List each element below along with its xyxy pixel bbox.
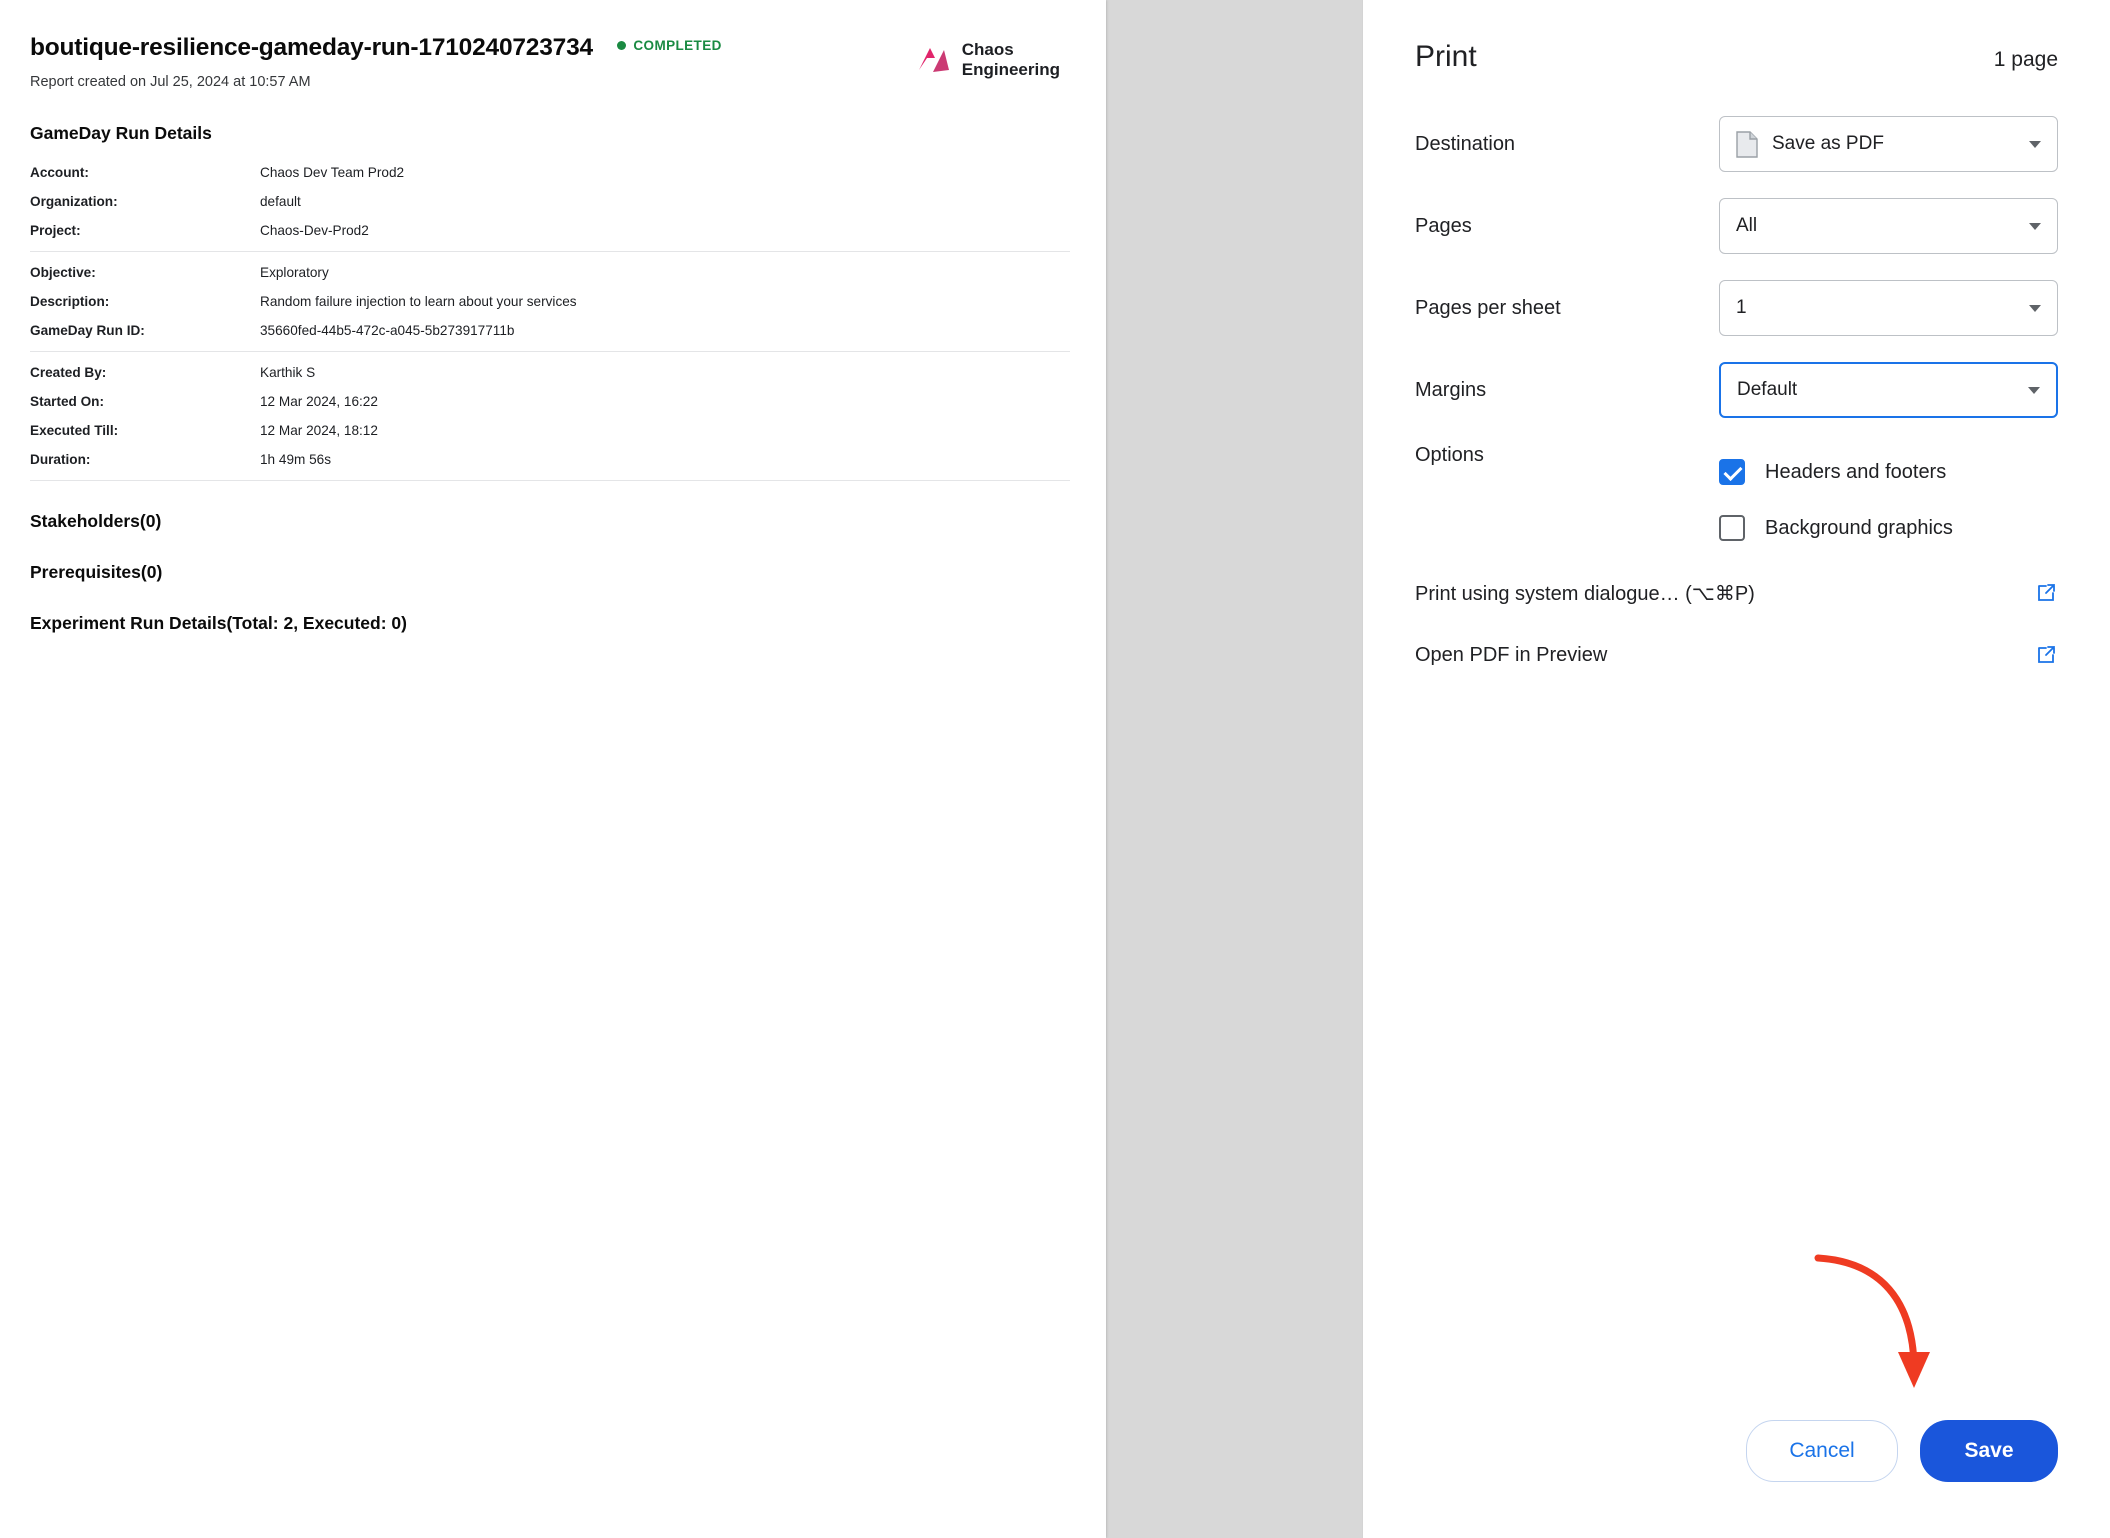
pdf-file-icon <box>1736 131 1758 158</box>
logo-line-2: Engineering <box>961 60 1060 79</box>
stakeholders-heading: Stakeholders(0) <box>30 511 162 531</box>
pages-select[interactable] <box>1719 198 2058 254</box>
headers-and-footers-option[interactable] <box>1719 444 1953 500</box>
logo-text <box>962 40 1060 79</box>
detail-key: Duration: <box>30 452 91 467</box>
detail-key: GameDay Run ID: <box>30 323 145 338</box>
pages-per-sheet-value: 1 <box>1736 297 1747 318</box>
pages-row <box>1415 198 2058 254</box>
table-row <box>30 216 1096 245</box>
logo-line-1: Chaos <box>961 40 1014 60</box>
status-dot-icon <box>617 41 626 50</box>
pages-per-sheet-label: Pages per sheet <box>1415 296 1561 319</box>
detail-value: 12 Mar 2024, 16:22 <box>260 394 378 409</box>
open-pdf-in-preview-link[interactable] <box>1415 624 2058 686</box>
detail-key: Organization: <box>30 194 118 209</box>
print-using-system-dialogue-link[interactable] <box>1415 562 2058 624</box>
chaos-engineering-logo <box>913 40 1060 80</box>
detail-key: Account: <box>30 165 89 180</box>
chevron-down-icon <box>2029 223 2041 230</box>
detail-value: 12 Mar 2024, 18:12 <box>260 423 378 438</box>
table-row <box>30 387 1096 416</box>
detail-table <box>30 358 1096 474</box>
detail-table <box>30 258 1096 345</box>
prerequisites-heading: Prerequisites(0) <box>30 562 163 582</box>
headers-and-footers-label: Headers and footers <box>1765 460 1947 483</box>
detail-value: Exploratory <box>260 265 329 280</box>
table-row <box>30 416 1096 445</box>
background-graphics-checkbox[interactable] <box>1719 515 1745 541</box>
margins-label: Margins <box>1415 378 1487 401</box>
run-details-heading: GameDay Run Details <box>30 123 212 143</box>
destination-label: Destination <box>1415 132 1516 155</box>
options-row <box>1415 444 2058 556</box>
options-label: Options <box>1415 444 1484 466</box>
status-badge <box>617 38 721 53</box>
print-dialog-title: Print <box>1415 40 1477 73</box>
detail-value: Chaos Dev Team Prod2 <box>260 165 405 180</box>
page-count-label: 1 page <box>1993 48 2058 71</box>
detail-key: Objective: <box>30 265 96 280</box>
status-badge-label: COMPLETED <box>633 37 722 53</box>
margins-select[interactable] <box>1719 362 2058 418</box>
detail-value: 1h 49m 56s <box>260 452 332 467</box>
headers-and-footers-checkbox[interactable] <box>1719 459 1745 485</box>
print-dialog-header <box>1415 40 2058 74</box>
pages-label: Pages <box>1415 214 1472 237</box>
detail-value: Chaos-Dev-Prod2 <box>260 223 369 238</box>
detail-key: Description: <box>30 294 110 309</box>
detail-key: Started On: <box>30 394 105 409</box>
open-pdf-in-preview-label: Open PDF in Preview <box>1415 643 1608 666</box>
save-button[interactable]: Save <box>1920 1420 2058 1482</box>
report-created-line: Report created on Jul 25, 2024 at 10:57 AM <box>30 74 311 90</box>
background-graphics-option[interactable] <box>1719 500 1953 556</box>
report-header <box>30 34 1070 90</box>
detail-table <box>30 158 1096 245</box>
detail-key: Project: <box>30 223 81 238</box>
detail-group-timing <box>30 358 1070 481</box>
destination-select[interactable] <box>1719 116 2058 172</box>
detail-group-objective <box>30 258 1070 352</box>
table-row <box>30 316 1096 345</box>
table-row <box>30 445 1096 474</box>
table-row <box>30 258 1096 287</box>
detail-value: default <box>260 194 301 209</box>
destination-value: Save as PDF <box>1772 133 1884 154</box>
print-dialog <box>1362 0 2110 1538</box>
detail-group-account <box>30 158 1070 252</box>
margins-row <box>1415 362 2058 418</box>
chevron-down-icon <box>2028 387 2040 394</box>
chevron-down-icon <box>2029 141 2041 148</box>
external-link-icon <box>2034 643 2058 667</box>
margins-value: Default <box>1737 379 1798 400</box>
report-title: boutique-resilience-gameday-run-1710240723734 <box>30 34 593 61</box>
destination-row <box>1415 116 2058 172</box>
detail-value: Random failure injection to learn about your services <box>260 294 577 309</box>
background-graphics-label: Background graphics <box>1765 516 1953 539</box>
experiment-run-details-heading: Experiment Run Details(Total: 2, Executed: 0) <box>30 613 407 633</box>
detail-value: Karthik S <box>260 365 316 380</box>
pages-value: All <box>1736 215 1758 236</box>
detail-key: Executed Till: <box>30 423 119 438</box>
detail-value: 35660fed-44b5-472c-a045-5b273917711b <box>260 323 515 338</box>
table-row <box>30 358 1096 387</box>
table-row <box>30 158 1096 187</box>
options-checkbox-group <box>1719 444 1953 556</box>
dialog-footer <box>1746 1420 2058 1482</box>
pages-per-sheet-row <box>1415 280 2058 336</box>
external-link-icon <box>2034 581 2058 605</box>
print-using-system-dialogue-label: Print using system dialogue… (⌥⌘P) <box>1415 582 1755 605</box>
pages-per-sheet-select[interactable] <box>1719 280 2058 336</box>
chaos-logo-icon <box>913 40 953 80</box>
detail-key: Created By: <box>30 365 107 380</box>
cancel-button[interactable]: Cancel <box>1746 1420 1898 1482</box>
table-row <box>30 187 1096 216</box>
table-row <box>30 287 1096 316</box>
annotation-arrow-icon <box>1812 1252 1932 1402</box>
chevron-down-icon <box>2029 305 2041 312</box>
